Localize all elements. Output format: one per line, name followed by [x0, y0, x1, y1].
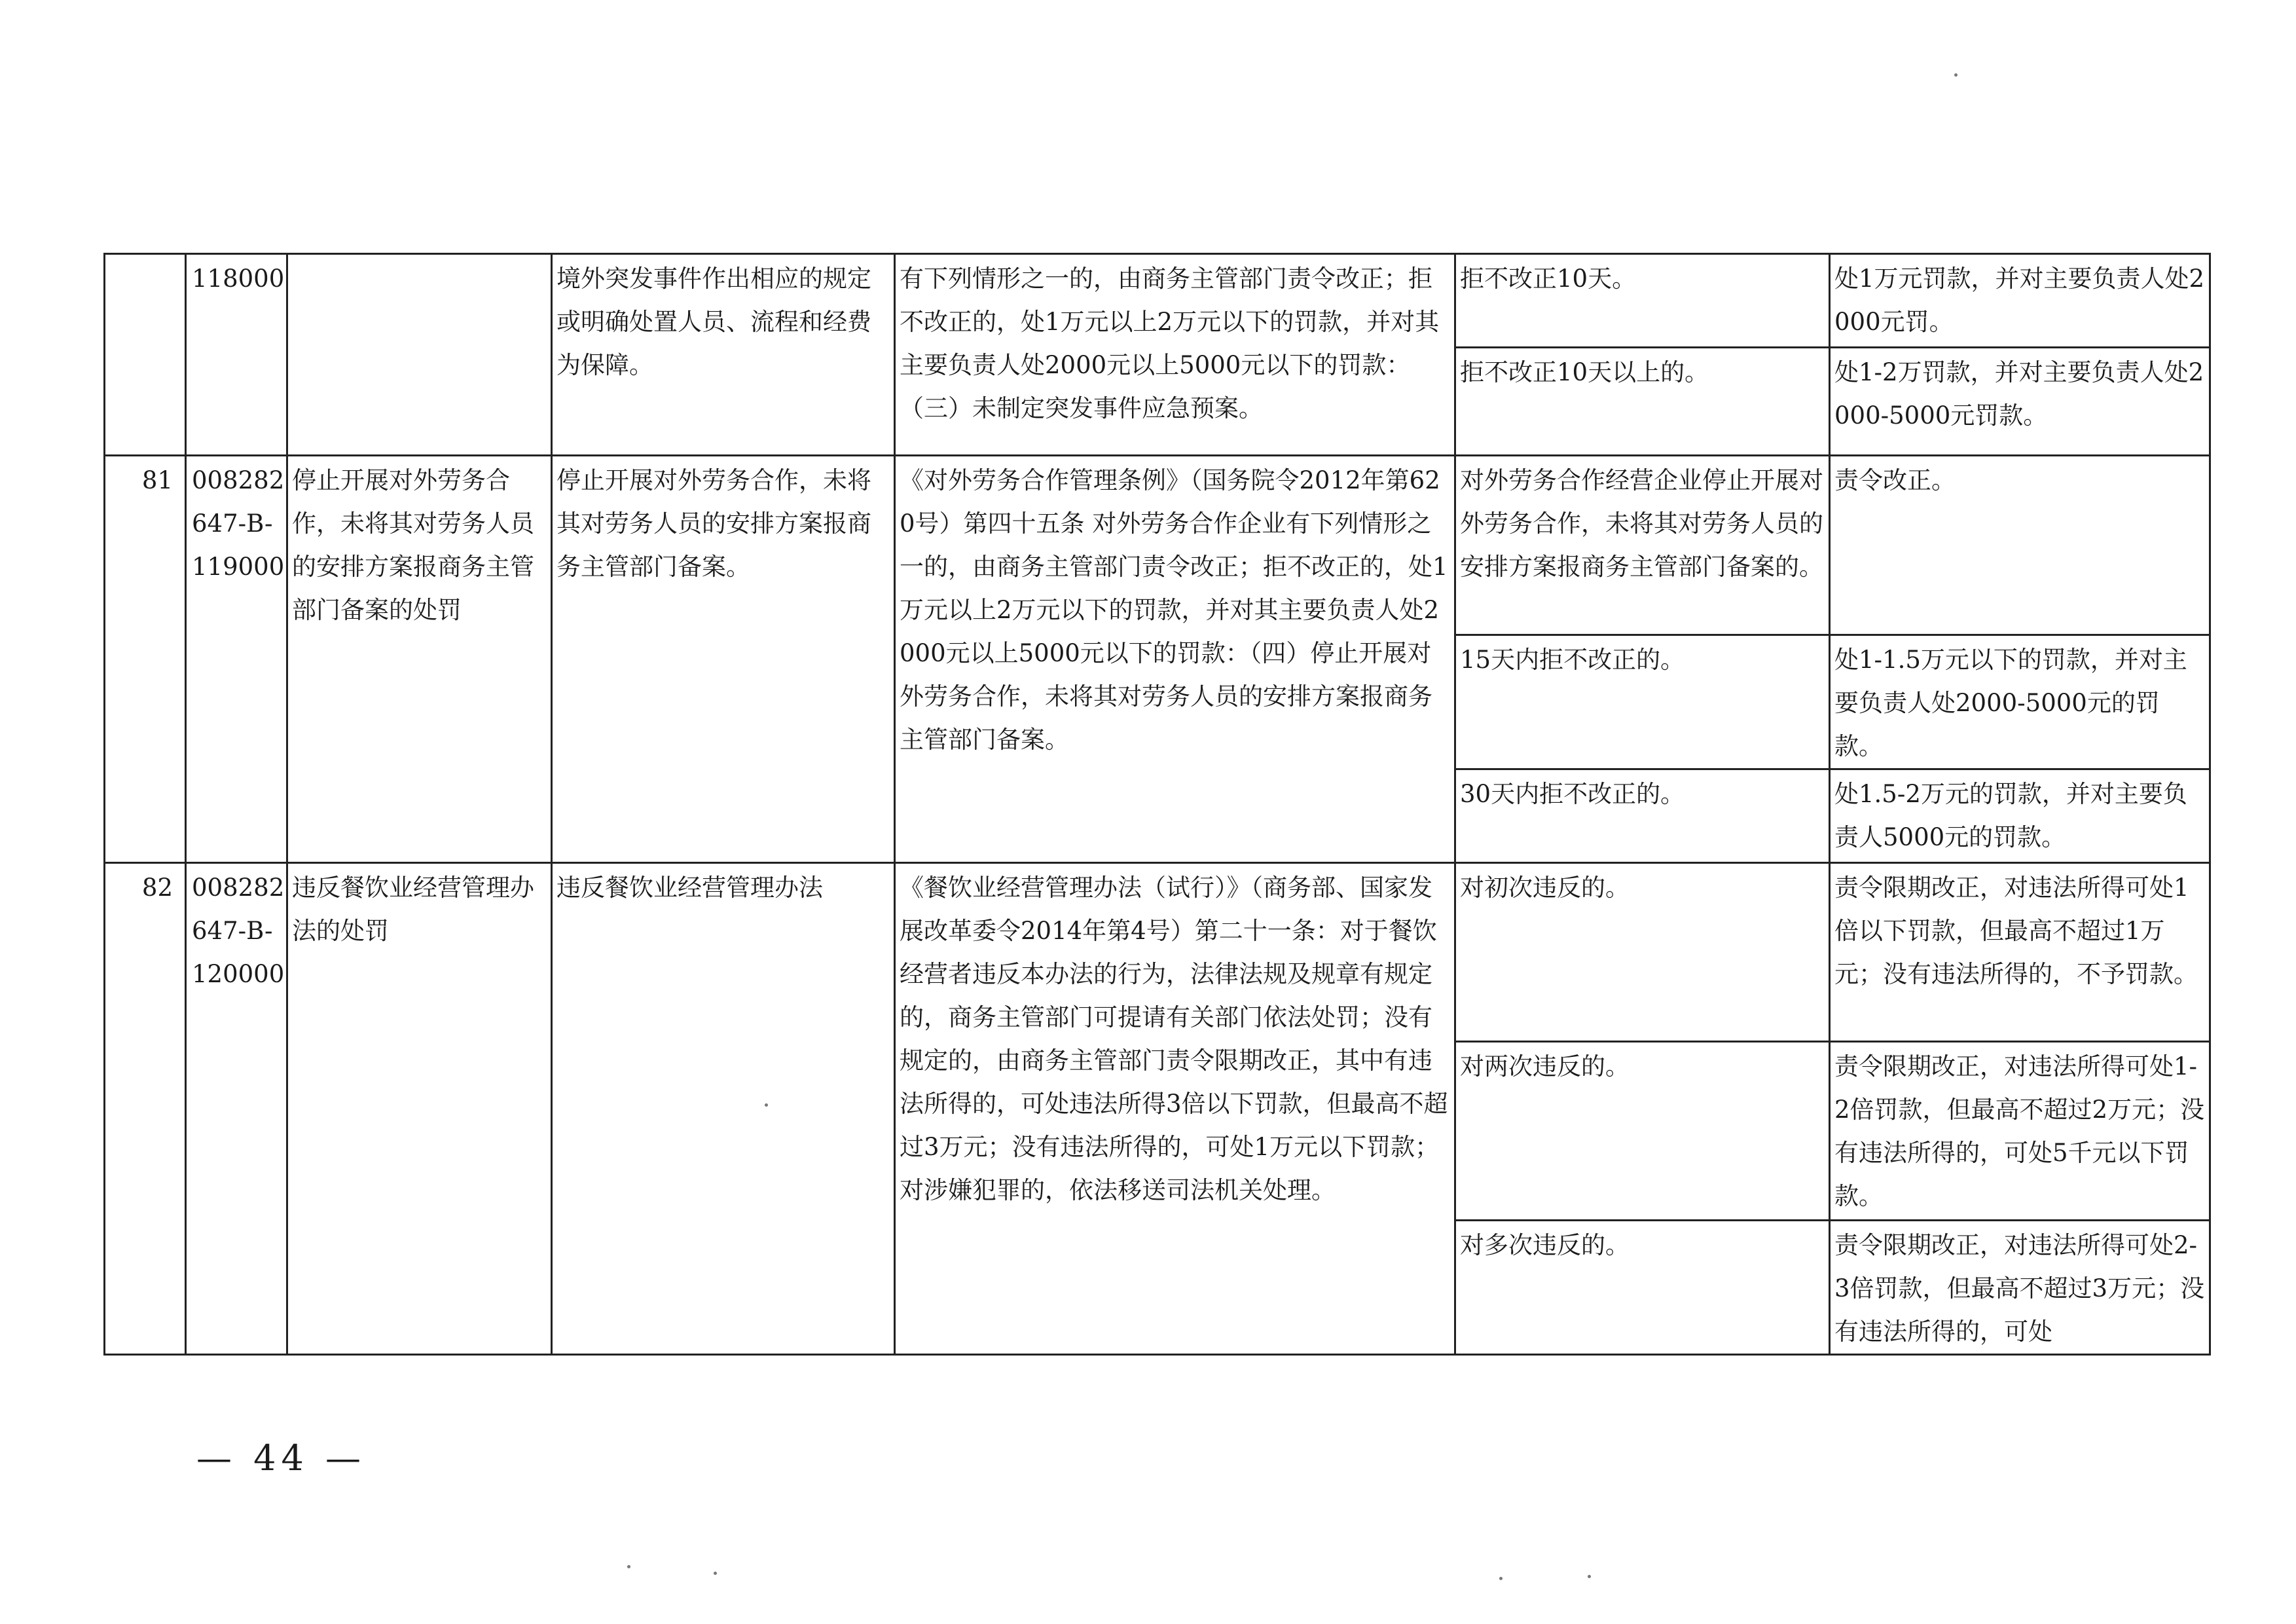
- penalty-cell: 责令限期改正，对违法所得可处2-3倍罚款，但最高不超过3万元；没有违法所得的，可处: [1830, 1221, 2210, 1355]
- seq-cell: 81: [105, 456, 186, 863]
- scan-speck: [1588, 1575, 1591, 1578]
- scan-speck: [714, 1572, 717, 1575]
- circumstance-cell: 对多次违反的。: [1455, 1221, 1830, 1355]
- seq-cell: [105, 254, 186, 456]
- law-cell: 《对外劳务合作管理条例》（国务院令2012年第620号）第四十五条 对外劳务合作企业有下列情形之一的，由商务主管部门责令改正；拒不改正的，处1万元以上2万元以下的罚款，并对其主要负责人处2000元以上5000元以下的罚款：（四）停止开展对外劳务合作，未将其对劳务人员的安排方案报商务主管部门备案。: [895, 456, 1455, 863]
- code-cell: 118000: [186, 254, 287, 456]
- code-cell: 008282647-B-119000: [186, 456, 287, 863]
- basis-desc-cell: 境外突发事件作出相应的规定或明确处置人员、流程和经费为保障。: [552, 254, 895, 456]
- seq-cell: 82: [105, 863, 186, 1355]
- scan-speck: [627, 1565, 630, 1568]
- basis-desc-cell: 停止开展对外劳务合作，未将其对劳务人员的安排方案报商务主管部门备案。: [552, 456, 895, 863]
- penalty-cell: 责令限期改正，对违法所得可处1-2倍罚款，但最高不超过2万元；没有违法所得的，可处5千元以下罚款。: [1830, 1042, 2210, 1221]
- circumstance-cell: 对两次违反的。: [1455, 1042, 1830, 1221]
- page-number: — 44 —: [196, 1437, 367, 1479]
- scan-speck: [1954, 73, 1958, 77]
- law-cell: 有下列情形之一的，由商务主管部门责令改正；拒不改正的，处1万元以上2万元以下的罚款，并对其主要负责人处2000元以上5000元以下的罚款： （三）未制定突发事件应急预案。: [895, 254, 1455, 456]
- penalty-cell: 处1-2万罚款，并对主要负责人处2000-5000元罚款。: [1830, 348, 2210, 456]
- table-row: [105, 863, 2210, 1042]
- circumstance-cell: 30天内拒不改正的。: [1455, 769, 1830, 863]
- item-cell: 违反餐饮业经营管理办法的处罚: [287, 863, 552, 1355]
- item-cell: [287, 254, 552, 456]
- basis-desc-cell: 违反餐饮业经营管理办法: [552, 863, 895, 1355]
- circumstance-cell: 对初次违反的。: [1455, 863, 1830, 1042]
- penalty-cell: 处1-1.5万元以下的罚款，并对主要负责人处2000-5000元的罚款。: [1830, 635, 2210, 769]
- table-row: [105, 456, 2210, 635]
- penalty-cell: 处1万元罚款，并对主要负责人处2000元罚。: [1830, 254, 2210, 348]
- table-row: [105, 254, 2210, 348]
- circumstance-cell: 对外劳务合作经营企业停止开展对外劳务合作，未将其对劳务人员的安排方案报商务主管部门备案的。: [1455, 456, 1830, 635]
- item-cell: 停止开展对外劳务合作，未将其对劳务人员的安排方案报商务主管部门备案的处罚: [287, 456, 552, 863]
- circumstance-cell: 拒不改正10天。: [1455, 254, 1830, 348]
- code-cell: 008282647-B-120000: [186, 863, 287, 1355]
- circumstance-cell: 15天内拒不改正的。: [1455, 635, 1830, 769]
- penalty-table: [103, 253, 2211, 1356]
- law-cell: 《餐饮业经营管理办法（试行）》（商务部、国家发展改革委令2014年第4号）第二十一条：对于餐饮经营者违反本办法的行为，法律法规及规章有规定的，商务主管部门可提请有关部门依法处罚；没有规定的，由商务主管部门责令限期改正，其中有违法所得的，可处违法所得3倍以下罚款，但最高不超过3万元；没有违法所得的，可处1万元以下罚款；对涉嫌犯罪的，依法移送司法机关处理。: [895, 863, 1455, 1355]
- scan-speck: [765, 1103, 768, 1107]
- circumstance-cell: 拒不改正10天以上的。: [1455, 348, 1830, 456]
- penalty-cell: 处1.5-2万元的罚款，并对主要负责人5000元的罚款。: [1830, 769, 2210, 863]
- penalty-cell: 责令改正。: [1830, 456, 2210, 635]
- penalty-cell: 责令限期改正，对违法所得可处1倍以下罚款，但最高不超过1万元；没有违法所得的，不予罚款。: [1830, 863, 2210, 1042]
- scan-speck: [1499, 1577, 1503, 1580]
